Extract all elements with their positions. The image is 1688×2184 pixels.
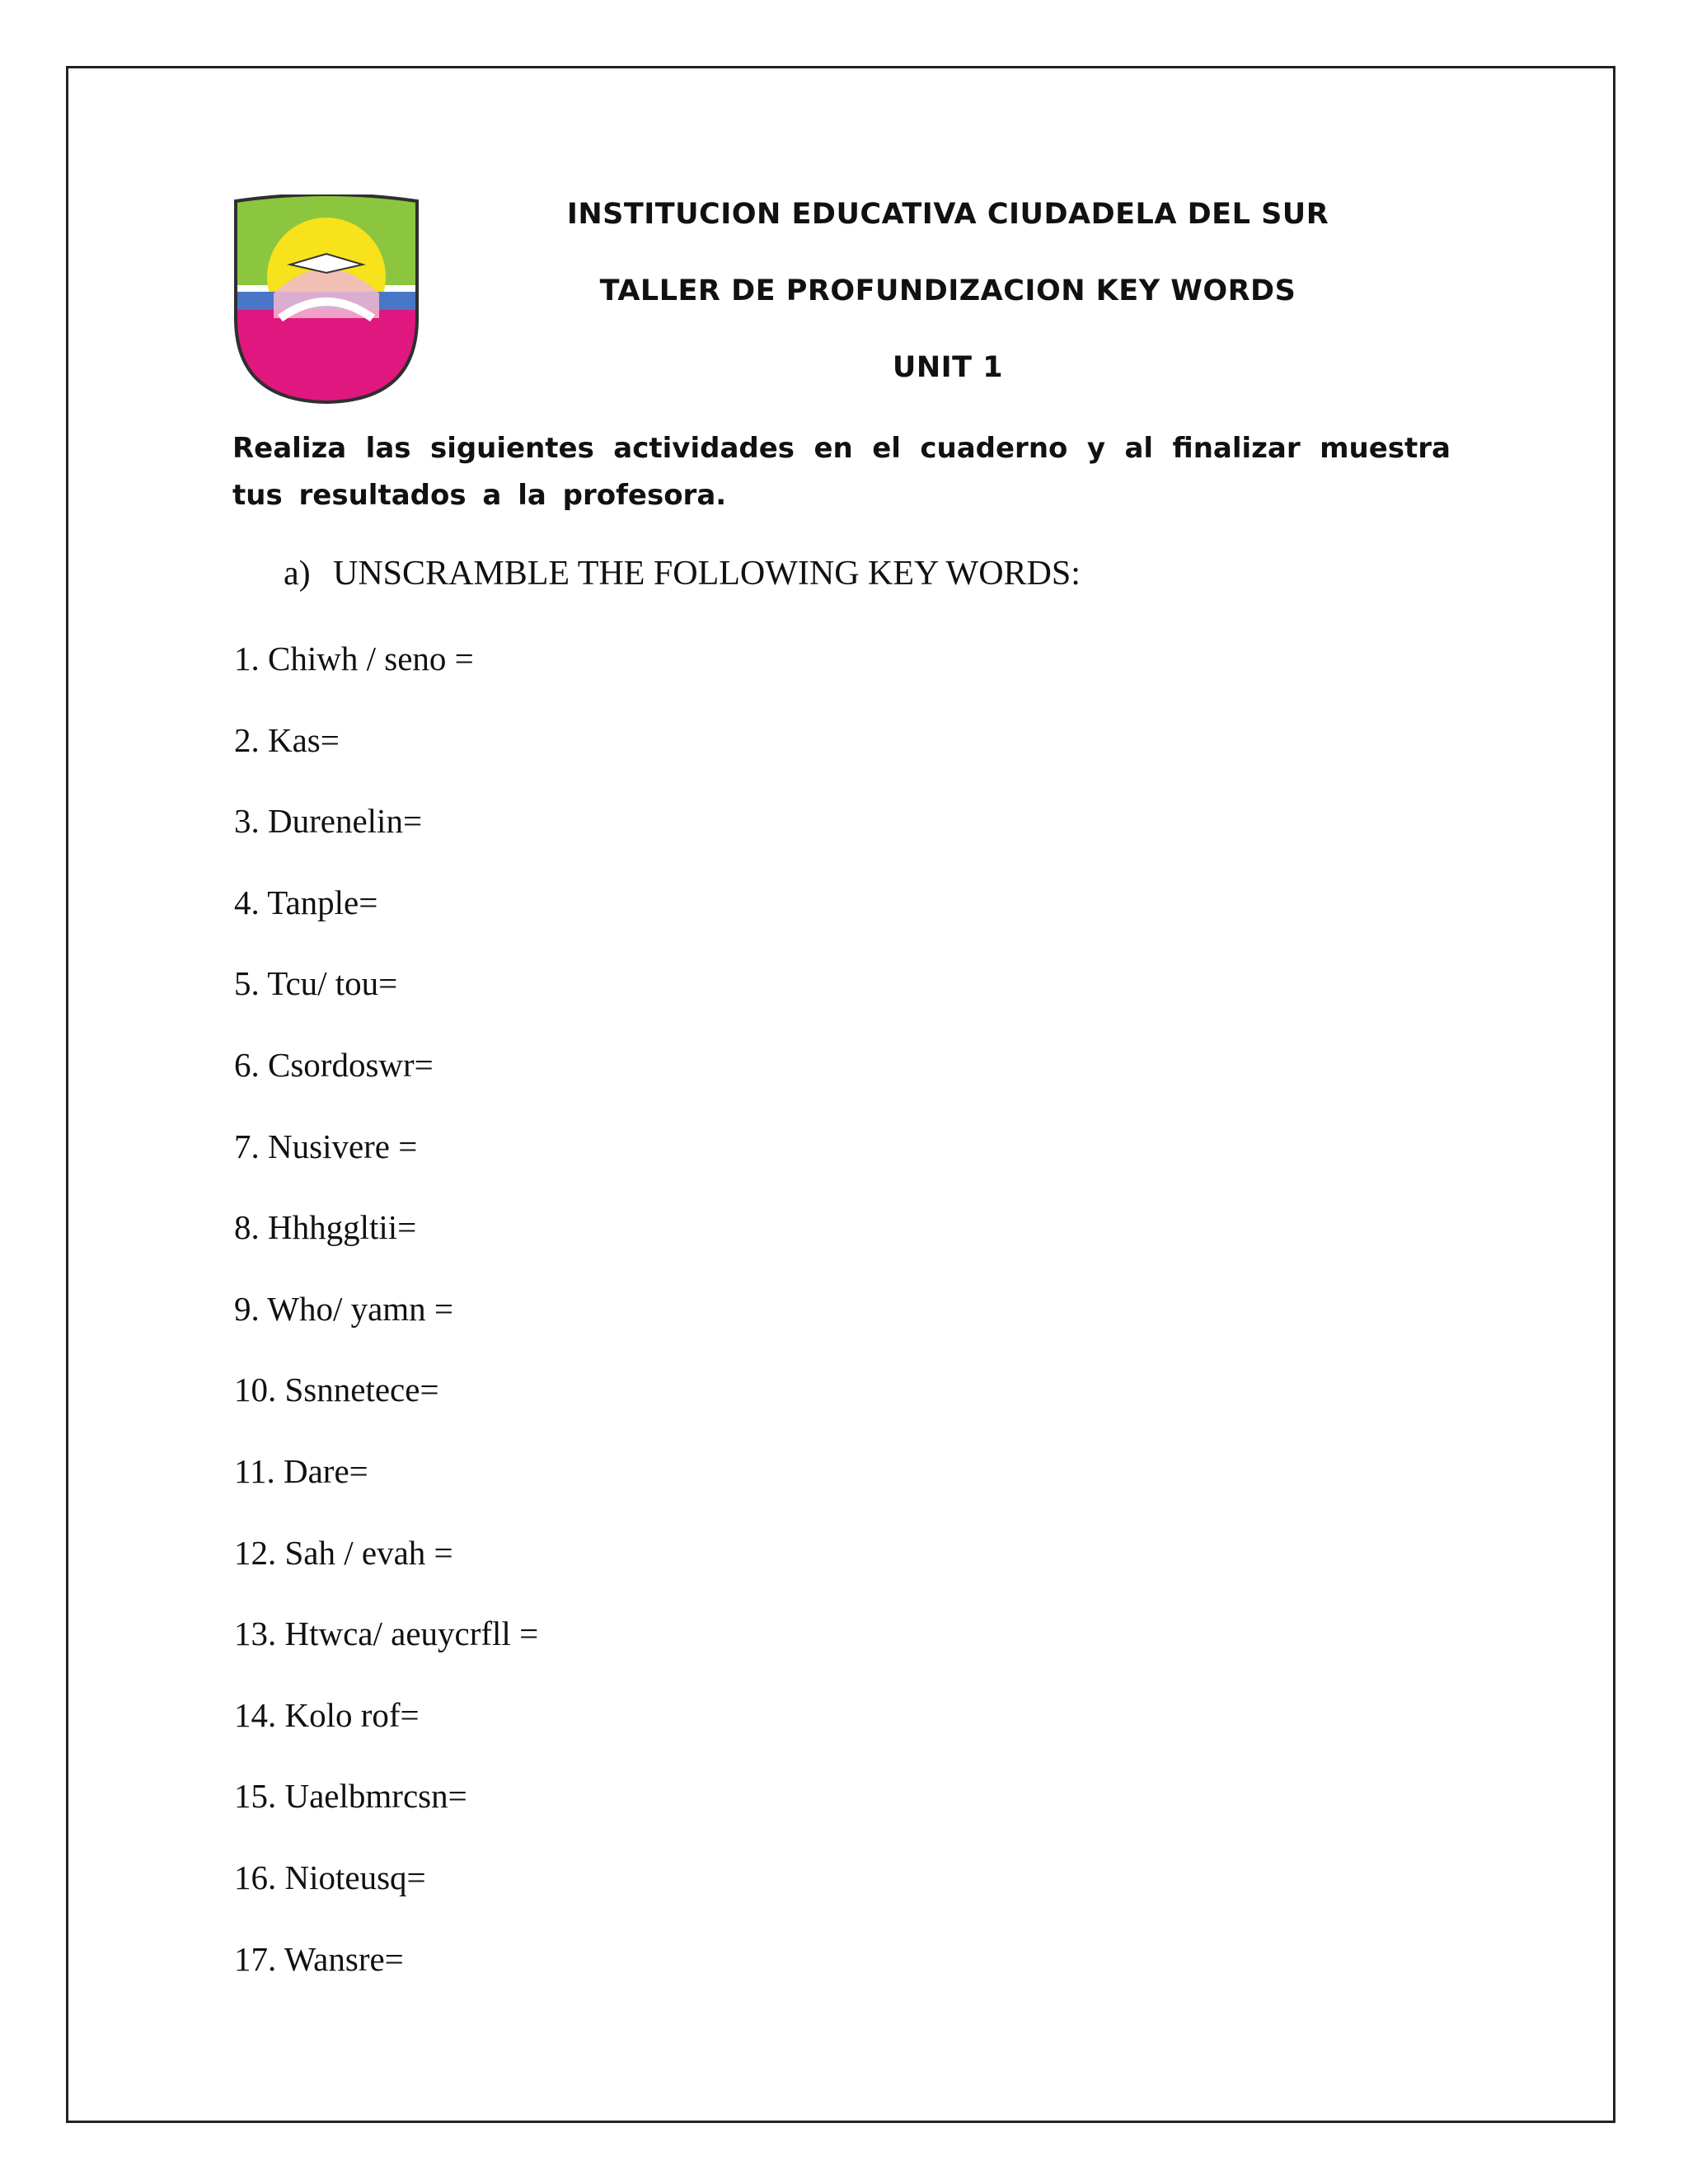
instructions-text: Realiza las siguientes actividades en el cuaderno y al finalizar muestra tus resultados a la profesora. — [232, 432, 1451, 512]
list-item: 17. Wansre= — [234, 1939, 404, 1978]
school-crest-icon — [232, 194, 420, 405]
list-item: 15. Uaelbmrcsn= — [234, 1777, 467, 1816]
list-item: 13. Htwca/ aeuycrfll = — [234, 1615, 539, 1653]
list-item: 4. Tanple= — [234, 883, 378, 921]
list-item: 12. Sah / evah = — [234, 1533, 453, 1572]
list-item: 7. Nusivere = — [234, 1127, 418, 1165]
list-item: 8. Hhhggltii= — [234, 1208, 417, 1247]
section-heading — [284, 554, 1081, 593]
list-item: 1. Chiwh / seno = — [234, 640, 474, 677]
list-item: 14. Kolo rof= — [234, 1695, 420, 1734]
scrambled-word-list — [234, 639, 538, 2020]
list-item: 16. Nioteusq= — [234, 1858, 426, 1896]
list-item: 6. Csordoswr= — [234, 1045, 434, 1084]
section-title: UNSCRAMBLE THE FOLLOWING KEY WORDS: — [333, 555, 1081, 593]
list-item: 5. Tcu/ tou= — [234, 964, 398, 1003]
list-item: 2. Kas= — [234, 720, 340, 759]
list-item: 3. Durenelin= — [234, 802, 423, 841]
workshop-title: TALLER DE PROFUNDIZACION KEY WORDS — [599, 274, 1296, 307]
unit-title: UNIT 1 — [892, 351, 1004, 384]
list-item: 9. Who/ yamn = — [234, 1289, 454, 1328]
institution-name: INSTITUCION EDUCATIVA CIUDADELA DEL SUR — [566, 198, 1329, 231]
list-item: 10. Ssnnetece= — [234, 1371, 439, 1409]
section-label: a) — [284, 555, 311, 593]
list-item: 11. Dare= — [234, 1451, 368, 1490]
